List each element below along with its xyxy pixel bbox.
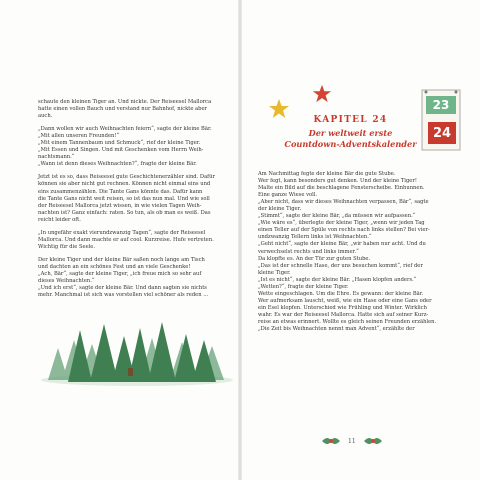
text-line: mehr. Manchmal ist sich was vorstellen viel schöner als reden … (38, 292, 209, 299)
red-star-icon (312, 84, 332, 104)
text-line: „Mit Essen und Singen. Und mit Geschenken vom Herrn Weih- (38, 147, 204, 154)
text-line: „Geht nicht“, sagte der kleine Bär, „wir haben nur acht. Und du (258, 241, 426, 248)
text-line: „Und ich erst“, sagte der kleine Bär. Und dann sagten sie nichts (38, 285, 207, 292)
text-line: kleine Tiger. (258, 269, 291, 276)
text-line: Da klopfte es. An der Tür zur guten Stube. (258, 255, 371, 262)
right-page-text (258, 171, 443, 333)
text-line: Wette eingeschlagen. Um die Ehre. Es gewann: der kleine Bär. (258, 290, 424, 297)
text-line: schaute den kleinen Tiger an. Und nickte. Der Reiseesel Mallorca (38, 99, 212, 105)
calendar-number-24: 24 (432, 126, 452, 141)
chapter-heading (258, 115, 443, 150)
text-line: Der kleine Tiger und der kleine Bär saßen noch lange am Tisch (38, 256, 205, 263)
left-page-text (38, 99, 223, 299)
text-line: wahr. Es war der Reiseesel Mallorca. Hatte sich auf seiner Kurz- (258, 311, 429, 318)
chapter-label: KAPITEL 24 (313, 115, 388, 125)
text-line: nachtsmann.“ (38, 154, 75, 161)
text-line: Jetzt ist es so, dass Reiseesel gute Geschichtenerzähler sind. Dafür (38, 174, 215, 181)
calendar-number-23: 23 (432, 98, 450, 112)
text-line: ein Esel klopfen. Unterschied wie Frühling und Winter. Wirklich (258, 304, 427, 311)
fir-forest-illustration (40, 318, 235, 388)
text-line: nachten ist? Ganz einfach: raten. So tun, als ob man es weiß. Das (38, 209, 211, 216)
book-gutter (238, 0, 242, 480)
text-line: „Mit allen unseren Freunden!“ (38, 133, 120, 140)
text-line: und dachten an ein schönes Fest und an viele Geschenke! (38, 263, 191, 270)
text-line: „Wie wäre es“, überlegte der kleine Tiger, „wenn wir jeden Tag (258, 220, 425, 227)
holly-right-icon (362, 434, 384, 448)
text-line: Am Nachmittag fegte der kleine Bär die gute Stube. (258, 171, 396, 177)
text-line: können sie aber nicht gut rechnen. Können nicht einmal eins und (38, 181, 211, 188)
text-line: verwechselst rechts und links immer.“ (258, 248, 359, 255)
text-line: die Tante Gans nicht weit reisen, so ist das nun mal. Und wie soll (38, 195, 210, 202)
page-number: 11 (348, 438, 356, 445)
text-line: der kleine Tiger. (258, 206, 302, 213)
text-line: reicht leider oft. (38, 216, 81, 223)
text-line: der Reiseesel Mallorca jetzt wissen, in wie vielen Tagen Weih- (38, 202, 202, 209)
text-line: „In ungefähr exakt vierundzwanzig Tagen“, sagte der Reiseesel (38, 229, 206, 236)
text-line: Malte ein Bild auf die beschlagene Fensterscheibe. Einhunnen. (258, 185, 425, 192)
text-line: „Ist es nicht“, sagte der kleine Bär. „Hasen klopfen anders.“ (258, 276, 417, 283)
text-line: „Ach, Bär“, sagte der kleine Tiger, „ich freue mich so sehr auf (38, 270, 202, 277)
text-line: Wer aufmerksam lauscht, weiß, wie ein Hase oder eine Gans oder (258, 297, 432, 304)
text-line: „Die Zeit bis Weihnachten nennt man Advent“, erzählte der (258, 326, 415, 333)
text-line: „Mit einem Tannenbaum und Schmuck“, rief der kleine Tiger. (38, 140, 201, 147)
text-line: dieses Weihnachten.“ (38, 278, 95, 285)
chapter-title-line1: Der weltweit erste (308, 128, 393, 138)
tiny-house (128, 368, 133, 376)
text-line: „Das ist der schnelle Hase, der uns besuchen kommt“, rief der (258, 262, 423, 269)
text-line: reise an etwas erinnert. Wollte es gleich seinen Freunden erzählen. (258, 318, 437, 325)
text-line: „Dann wollen wir auch Weihnachten feiern“, sagte der kleine Bär. (38, 126, 212, 133)
text-line: Wichtig für die Seele. (38, 243, 96, 250)
text-line: „Wann ist denn dieses Weihnachten?“, fragte der kleine Bär. (38, 161, 197, 168)
text-line: Wer fegt, kann besonders gut denken. Und der kleine Tiger! (258, 178, 417, 185)
text-line: „Aber nicht, dass wir dieses Weihnachten verpassen, Bär“, sagte (258, 199, 429, 206)
text-line: hatte einen vollen Bauch und verstand nur Bahnhof, nickte aber (38, 106, 208, 113)
chapter-title-line2: Countdown-Adventskalender (284, 139, 417, 149)
text-line: einen Teller auf der Spüle von rechts nach links stellen? Bei vier- (258, 227, 430, 234)
text-line: „Wetten?“, fragte der kleine Tiger. (258, 283, 349, 290)
text-line: auch. (38, 113, 53, 120)
holly-left-icon (320, 434, 342, 448)
text-line: Eine ganze Wiese voll. (258, 192, 318, 199)
text-line: undzwanzig Tellern links ist Weihnachten.“ (258, 234, 372, 241)
text-line: Mallorca. Und dann machte er auf cool. Kurzreise. Hufe vertreten. (38, 236, 214, 243)
text-line: „Stimmt“, sagte der kleine Bär, „da müssen wir aufpassen.“ (258, 213, 416, 220)
text-line: eins zusammenzählen. Die Tante Gans könnte das. Dafür kann (38, 188, 203, 195)
